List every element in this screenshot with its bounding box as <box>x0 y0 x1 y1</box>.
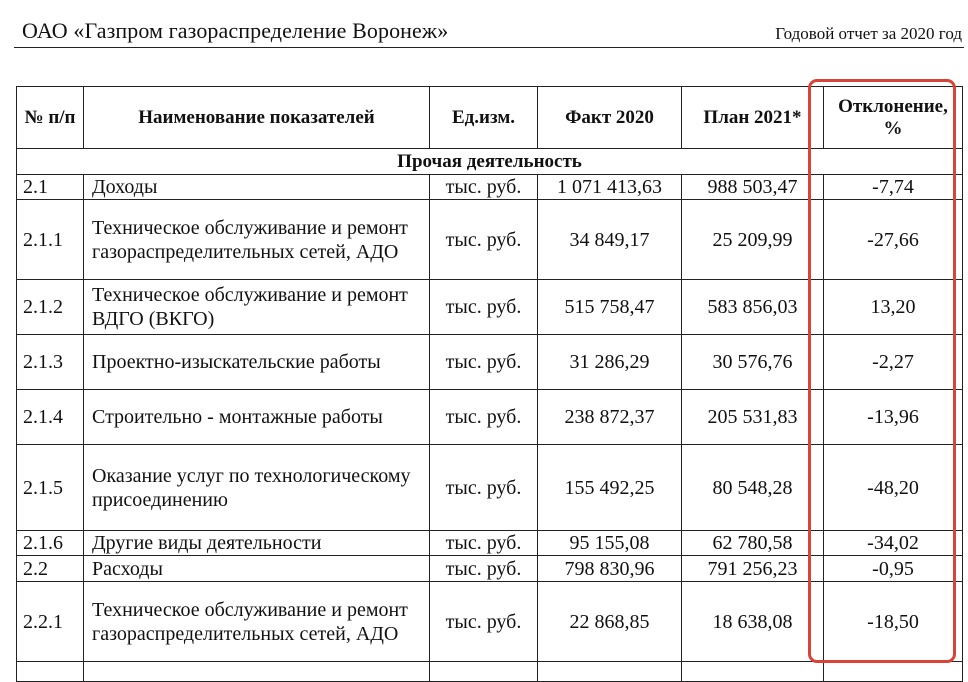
section-row <box>17 149 963 175</box>
column-header-plan: План 2021* <box>682 87 824 149</box>
row-number: 2.1.3 <box>17 335 84 390</box>
table-row <box>17 175 963 200</box>
table-row <box>17 556 963 582</box>
row-unit: тыс. руб. <box>430 531 538 556</box>
row-fact: 22 868,85 <box>538 582 682 662</box>
column-header-name: Наименование показателей <box>84 87 430 149</box>
row-unit: тыс. руб. <box>430 175 538 200</box>
row-unit: тыс. руб. <box>430 445 538 531</box>
row-fact: 238 872,37 <box>538 390 682 445</box>
row-plan: 80 548,28 <box>682 445 824 531</box>
row-plan: 18 638,08 <box>682 582 824 662</box>
column-header-fact: Факт 2020 <box>538 87 682 149</box>
row-deviation: -18,50 <box>824 582 963 662</box>
table-row <box>17 335 963 390</box>
row-deviation: -13,96 <box>824 390 963 445</box>
row-deviation: -48,20 <box>824 445 963 531</box>
table-row <box>17 390 963 445</box>
row-fact: 1 071 413,63 <box>538 175 682 200</box>
table-row <box>17 582 963 662</box>
row-fact: 31 286,29 <box>538 335 682 390</box>
company-name: ОАО «Газпром газораспределение Воронеж» <box>22 18 449 43</box>
table-row <box>17 200 963 280</box>
row-fact: 798 830,96 <box>538 556 682 582</box>
row-number: 2.2.1 <box>17 582 84 662</box>
row-plan: 25 209,99 <box>682 200 824 280</box>
row-name: Техническое обслуживание и ремонт газораспределительных сетей, АДО <box>84 200 430 280</box>
row-number: 2.1.6 <box>17 531 84 556</box>
row-name: Доходы <box>84 175 430 200</box>
column-header-deviation: Отклонение, % <box>824 87 963 149</box>
row-plan: 583 856,03 <box>682 280 824 335</box>
row-fact: 95 155,08 <box>538 531 682 556</box>
section-title: Прочая деятельность <box>17 149 963 175</box>
row-deviation: -27,66 <box>824 200 963 280</box>
row-deviation: -2,27 <box>824 335 963 390</box>
row-fact: 155 492,25 <box>538 445 682 531</box>
table-row-partial <box>17 662 963 682</box>
row-name: Другие виды деятельности <box>84 531 430 556</box>
row-unit: тыс. руб. <box>430 390 538 445</box>
row-plan: 62 780,58 <box>682 531 824 556</box>
row-number: 2.1.2 <box>17 280 84 335</box>
row-number: 2.1 <box>17 175 84 200</box>
row-deviation: -0,95 <box>824 556 963 582</box>
row-number: 2.2 <box>17 556 84 582</box>
row-deviation: -34,02 <box>824 531 963 556</box>
row-name: Расходы <box>84 556 430 582</box>
row-name: Проектно-изыскательские работы <box>84 335 430 390</box>
report-title: Годовой отчет за 2020 год <box>775 24 962 43</box>
row-unit: тыс. руб. <box>430 200 538 280</box>
row-name: Оказание услуг по технологическому присоединению <box>84 445 430 531</box>
row-deviation: -7,74 <box>824 175 963 200</box>
report-table <box>16 86 963 682</box>
table-row <box>17 280 963 335</box>
row-plan: 30 576,76 <box>682 335 824 390</box>
row-number: 2.1.5 <box>17 445 84 531</box>
table-row <box>17 445 963 531</box>
row-fact: 515 758,47 <box>538 280 682 335</box>
row-plan: 988 503,47 <box>682 175 824 200</box>
row-name: Строительно - монтажные работы <box>84 390 430 445</box>
column-header-unit: Ед.изм. <box>430 87 538 149</box>
row-number: 2.1.4 <box>17 390 84 445</box>
row-unit: тыс. руб. <box>430 582 538 662</box>
row-unit: тыс. руб. <box>430 280 538 335</box>
row-name: Техническое обслуживание и ремонт ВДГО (ВКГО) <box>84 280 430 335</box>
column-header-number: № п/п <box>17 87 84 149</box>
row-unit: тыс. руб. <box>430 335 538 390</box>
table-row <box>17 531 963 556</box>
row-name: Техническое обслуживание и ремонт газораспределительных сетей, АДО <box>84 582 430 662</box>
row-fact: 34 849,17 <box>538 200 682 280</box>
row-number: 2.1.1 <box>17 200 84 280</box>
header-underline <box>14 47 964 48</box>
row-plan: 205 531,83 <box>682 390 824 445</box>
table-header-row <box>17 87 963 149</box>
row-deviation: 13,20 <box>824 280 963 335</box>
row-unit: тыс. руб. <box>430 556 538 582</box>
row-plan: 791 256,23 <box>682 556 824 582</box>
